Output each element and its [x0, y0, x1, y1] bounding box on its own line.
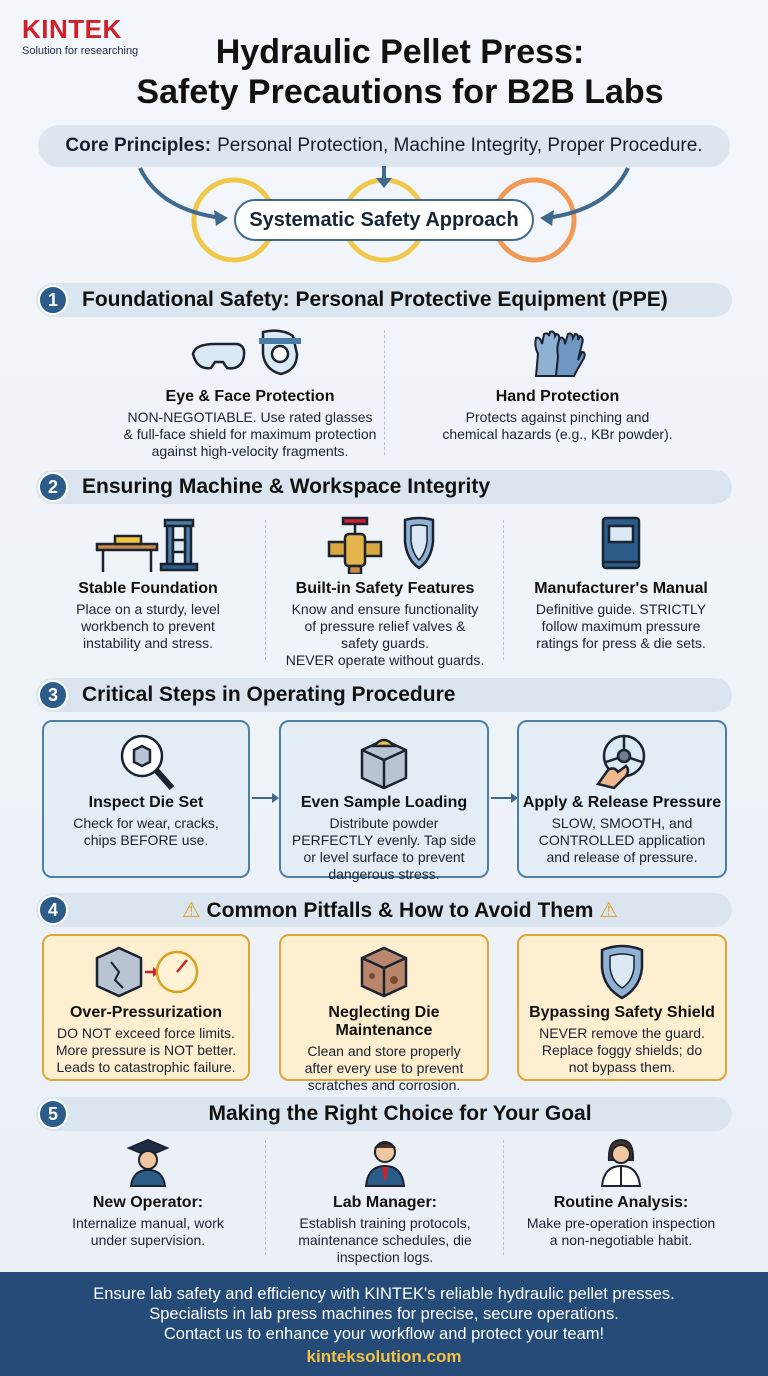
scientist-icon	[596, 1136, 646, 1188]
gloves-icon	[528, 326, 588, 378]
item-title: Eye & Face Protection	[165, 388, 335, 405]
divider	[265, 520, 266, 660]
item-title: Inspect Die Set	[88, 794, 204, 811]
shield-icon	[592, 942, 652, 1000]
item-line: against high-velocity fragments.	[151, 443, 349, 459]
arrow-right-icon	[489, 790, 519, 806]
item-line: inspection logs.	[336, 1249, 434, 1265]
section-1-header	[36, 283, 732, 317]
item-text	[519, 815, 725, 866]
item-line: CONTROLLED application	[538, 832, 706, 848]
item-title: Bypassing Safety Shield	[529, 1004, 715, 1021]
section-3-header	[36, 678, 732, 712]
divider	[503, 1140, 504, 1255]
section-5-number: 5	[38, 1099, 68, 1129]
title-line-2: Safety Precautions for B2B Labs	[136, 73, 664, 111]
item-title: Neglecting Die Maintenance	[328, 1004, 440, 1039]
core-principles-label: Core Principles:	[65, 135, 212, 156]
item-line: under supervision.	[90, 1232, 206, 1248]
section-2-number: 2	[38, 472, 68, 502]
item-line: dangerous stress.	[328, 866, 440, 882]
item-line: DO NOT exceed force limits.	[57, 1025, 235, 1041]
item-line: safety guards.	[341, 635, 429, 651]
item-line: Leads to catastrophic failure.	[56, 1059, 236, 1075]
section-1-number: 1	[38, 285, 68, 315]
item-line: More pressure is NOT better.	[55, 1042, 237, 1058]
logo-text: KINTEK	[22, 14, 122, 44]
pitfall-card-maintenance	[279, 934, 489, 1093]
item-line: Establish training protocols,	[299, 1215, 471, 1231]
item-text	[38, 1215, 258, 1249]
powder-cube-icon	[354, 730, 414, 792]
logo-tagline: Solution for researching	[22, 45, 139, 57]
item-text	[270, 601, 500, 669]
item-line: NON-NEGOTIABLE. Use rated glasses	[127, 409, 373, 425]
section-2-header	[36, 470, 732, 504]
systematic-approach-pill: Systematic Safety Approach	[234, 199, 534, 241]
pitfall-card-shield	[517, 934, 727, 1081]
item-line: ratings for press & die sets.	[536, 635, 706, 651]
section-3-title: Critical Steps in Operating Procedure	[82, 683, 456, 706]
item-text	[281, 1043, 487, 1094]
item-line: scratches and corrosion.	[307, 1077, 461, 1093]
item-line: Internalize manual, work	[72, 1215, 224, 1231]
footer-line: Contact us to enhance your workflow and protect your team!	[163, 1325, 605, 1343]
item-line: NEVER operate without guards.	[285, 652, 485, 668]
goal-routine-analysis	[508, 1136, 734, 1249]
divider	[503, 520, 504, 660]
item-line: workbench to prevent	[81, 618, 215, 634]
section-5-header	[36, 1097, 732, 1131]
item-line: maintenance schedules, die	[298, 1232, 472, 1248]
step-card-loading	[279, 720, 489, 882]
item-title: Routine Analysis:	[553, 1194, 689, 1211]
page-title	[100, 32, 700, 112]
section-5-title: Making the Right Choice for Your Goal	[208, 1102, 592, 1125]
item-line: Replace foggy shields; do	[541, 1042, 703, 1058]
goal-lab-manager	[270, 1136, 500, 1266]
valve-shield-icon	[325, 514, 445, 574]
item-title: New Operator:	[92, 1194, 204, 1211]
item-title: Over-Pressurization	[69, 1004, 223, 1021]
safety-features	[270, 514, 500, 669]
item-line: Know and ensure functionality	[291, 601, 479, 617]
footer-line: Specialists in lab press machines for precise, secure operations.	[149, 1305, 619, 1323]
item-title: Stable Foundation	[78, 580, 218, 597]
item-line: of pressure relief valves &	[304, 618, 466, 634]
item-text	[44, 815, 248, 849]
stable-foundation	[38, 514, 258, 652]
item-text	[508, 601, 734, 652]
item-text	[90, 409, 410, 460]
arrow-right-icon	[250, 790, 280, 806]
title-line-1: Hydraulic Pellet Press:	[215, 33, 585, 71]
hand-wheel-icon	[592, 730, 652, 792]
item-line: PERFECTLY evenly. Tap side	[291, 832, 477, 848]
divider	[265, 1140, 266, 1255]
warning-icon: ⚠	[599, 898, 619, 922]
manufacturers-manual	[508, 514, 734, 652]
item-line: Make pre-operation inspection	[526, 1215, 716, 1231]
item-text	[400, 409, 715, 443]
footer-line: Ensure lab safety and efficiency with KINTEK's reliable hydraulic pellet presses.	[93, 1285, 675, 1303]
item-line: Protects against pinching and	[465, 409, 650, 425]
item-title: Hand Protection	[495, 388, 620, 405]
graduate-icon	[123, 1136, 173, 1188]
item-line: chips BEFORE use.	[83, 832, 209, 848]
rusty-cube-icon	[354, 942, 414, 1000]
section-4-number: 4	[38, 895, 68, 925]
item-title: Manufacturer's Manual	[534, 580, 708, 597]
item-line: or level surface to prevent	[303, 849, 465, 865]
safety-goggles-face-shield-icon	[185, 326, 315, 378]
warning-icon: ⚠	[181, 898, 201, 922]
item-line: after every use to prevent	[304, 1060, 464, 1076]
step-card-inspect	[42, 720, 250, 878]
ppe-hand	[400, 326, 715, 443]
item-text	[508, 1215, 734, 1249]
section-4-header	[36, 893, 732, 927]
item-line: not bypass them.	[568, 1059, 676, 1075]
item-line: follow maximum pressure	[541, 618, 701, 634]
section-3-number: 3	[38, 680, 68, 710]
core-principles-text: Personal Protection, Machine Integrity, Proper Procedure.	[217, 135, 703, 156]
manager-icon	[360, 1136, 410, 1188]
item-line: Place on a sturdy, level	[76, 601, 220, 617]
footer-website-link[interactable]: kinteksolution.com	[306, 1347, 462, 1366]
item-text	[44, 1025, 248, 1076]
workbench-press-icon	[93, 514, 203, 574]
item-text	[519, 1025, 725, 1076]
item-line: and release of pressure.	[546, 849, 698, 865]
divider	[384, 330, 385, 455]
item-line: & full-face shield for maximum protection	[123, 426, 377, 442]
item-text	[281, 815, 487, 883]
item-line: Definitive guide. STRICTLY	[535, 601, 707, 617]
item-title: Apply & Release Pressure	[522, 794, 722, 811]
item-line: instability and stress.	[83, 635, 213, 651]
section-4-title-wrap	[68, 898, 732, 923]
pitfall-card-overpressure	[42, 934, 250, 1081]
manual-book-icon	[591, 514, 651, 574]
section-1-title: Foundational Safety: Personal Protective Equipment (PPE)	[82, 288, 668, 311]
item-line: a non-negotiable habit.	[549, 1232, 693, 1248]
step-card-pressure	[517, 720, 727, 878]
item-line: Clean and store properly	[307, 1043, 461, 1059]
item-title: Lab Manager:	[332, 1194, 437, 1211]
item-line: Check for wear, cracks,	[73, 815, 219, 831]
item-title: Built-in Safety Features	[295, 580, 475, 597]
item-text	[38, 601, 258, 652]
ppe-eye-face	[90, 326, 410, 460]
item-line: SLOW, SMOOTH, and	[551, 815, 693, 831]
section-4-title: Common Pitfalls & How to Avoid Them	[206, 898, 594, 922]
item-line: chemical hazards (e.g., KBr powder).	[442, 426, 673, 442]
item-text	[270, 1215, 500, 1266]
footer-banner	[0, 1272, 768, 1376]
item-line: Distribute powder	[329, 815, 439, 831]
cracked-cube-gauge-icon	[91, 942, 201, 1000]
item-title: Even Sample Loading	[300, 794, 468, 811]
section-2-title: Ensuring Machine & Workspace Integrity	[82, 475, 491, 498]
magnifier-die-icon	[116, 730, 176, 792]
item-line: NEVER remove the guard.	[539, 1025, 705, 1041]
goal-new-operator	[38, 1136, 258, 1249]
